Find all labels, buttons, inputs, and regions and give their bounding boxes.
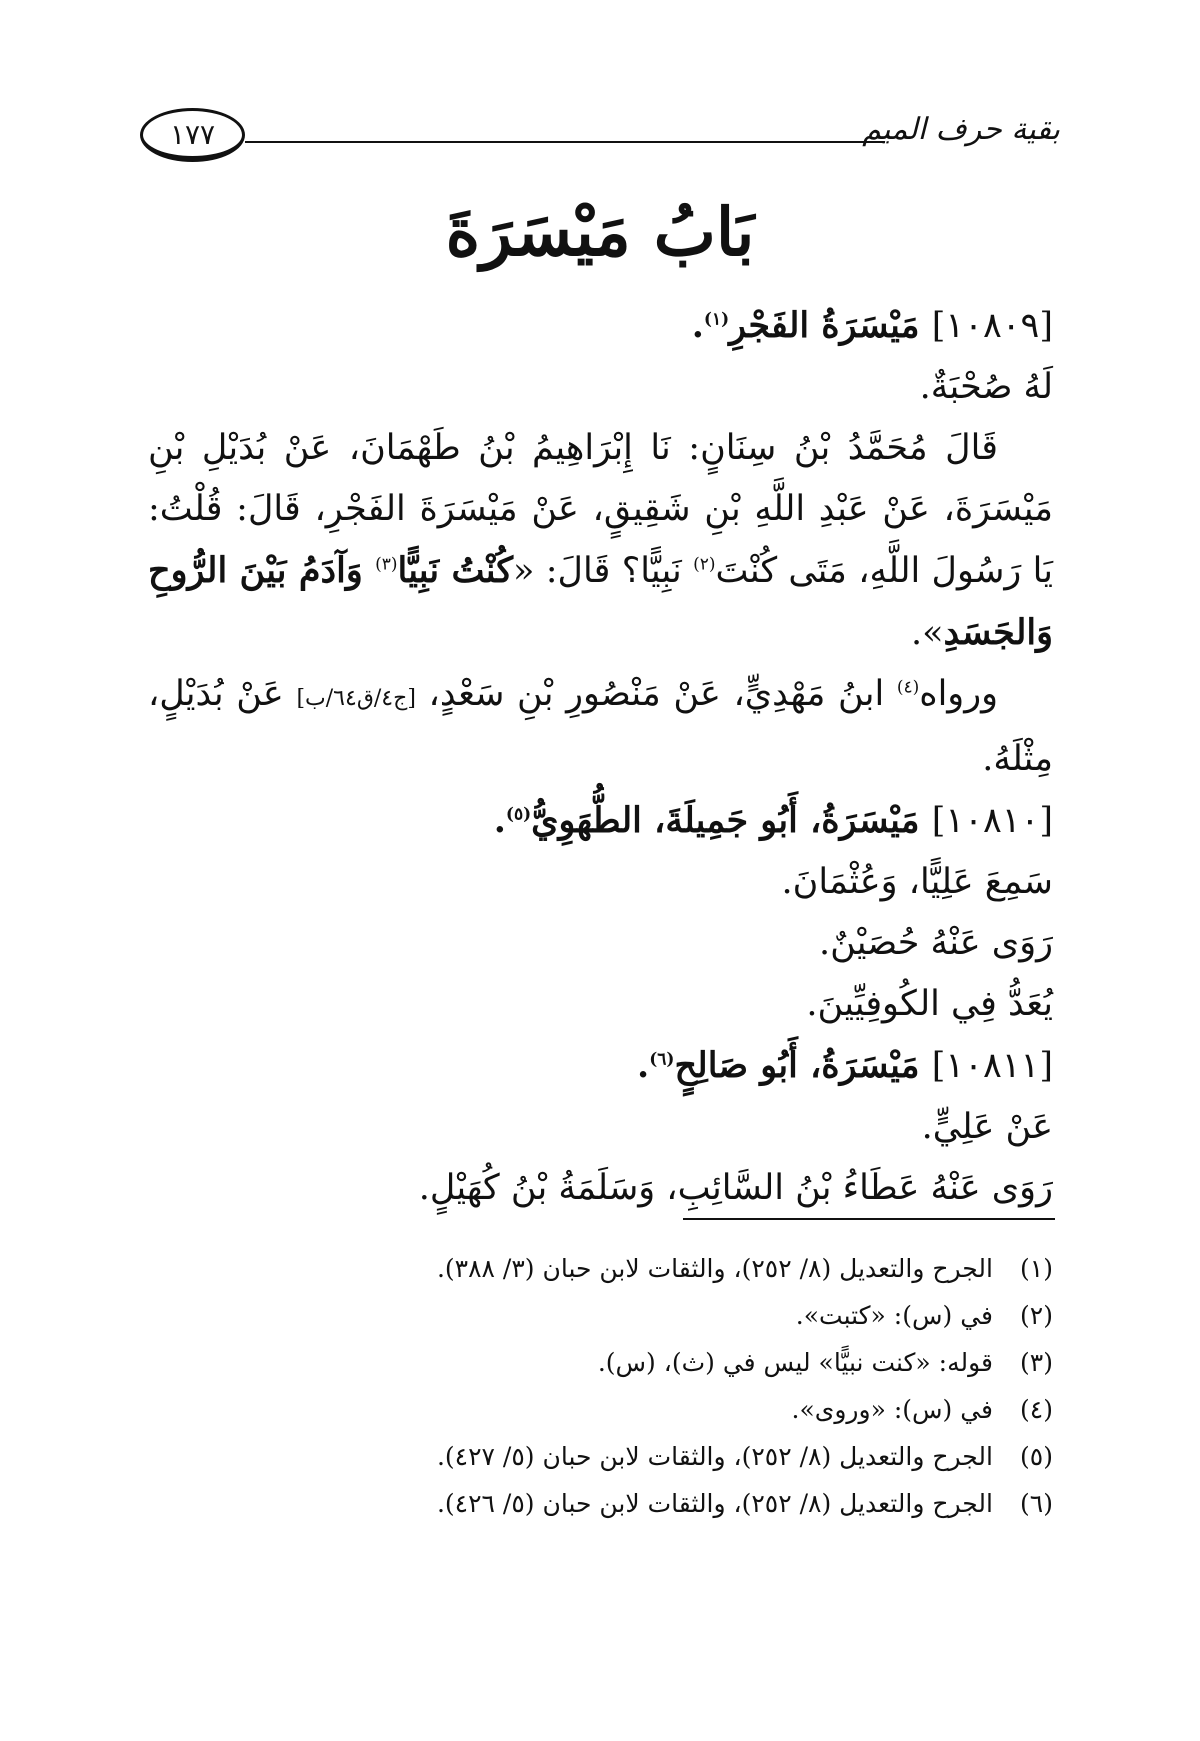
entry-name: مَيْسَرَةُ الفَجْرِ [729, 305, 920, 346]
narration-text: ورواه [919, 674, 999, 714]
footnote [148, 1433, 1053, 1480]
hadith-quote: كُنْتُ نَبِيًّا [397, 550, 514, 591]
hadith-text: قَالَ مُحَمَّدُ بْنُ سِنَانٍ: نَا إِبْرَاهِيمُ بْنُ طَهْمَانَ، عَنْ بُدَيْلِ بْنِ مَيْسَرَةَ، عَنْ عَبْدِ اللَّهِ بْنِ شَقِيقٍ، عَنْ مَيْسَرَةَ الفَجْرِ، قَالَ: قُلْتُ: يَا رَسُولَ اللَّهِ، مَتَى كُنْتَ [148, 428, 1054, 591]
footnote-text: في (س): «وروى». [791, 1395, 993, 1424]
footnote-number: (٥) [1020, 1442, 1053, 1471]
footnote [148, 1480, 1053, 1527]
footnote [148, 1339, 1053, 1386]
hadith-paragraph [148, 418, 1053, 664]
footnote-ref: (٣) [375, 554, 398, 575]
hadith-text: ». [910, 613, 944, 653]
footnote [148, 1386, 1053, 1433]
running-header [140, 108, 1060, 168]
entry-end: . [691, 305, 704, 346]
section-title: بقية حرف الميم [862, 112, 1060, 147]
chapter-title: بَابُ مَيْسَرَةَ [445, 193, 755, 271]
entry-number: [١٠٨٠٩] [931, 306, 1053, 346]
footnote-text: الجرح والتعديل (٨/ ٢٥٢)، والثقات لابن حبان (٥/ ٤٢٧). [436, 1442, 993, 1471]
footnote-number: (٦) [1020, 1489, 1053, 1518]
footnote-separator [683, 1218, 1055, 1220]
footnote-ref: (٥) [505, 804, 532, 825]
manuscript-reference: [ج٤/ق٦٤/ب] [296, 686, 416, 711]
entry-number: [١٠٨١١] [931, 1046, 1053, 1086]
main-text [148, 295, 1053, 1219]
entry-line: عَنْ عَلِيٍّ. [921, 1107, 1053, 1147]
entry-name: مَيْسَرَةُ، أَبُو جَمِيلَةَ، الطُّهَوِيُّ [531, 800, 920, 841]
footnote [148, 1245, 1053, 1292]
footnote-number: (٢) [1020, 1301, 1053, 1330]
entry-end: . [637, 1045, 650, 1086]
entry-line: رَوَى عَنْهُ حُصَيْنٌ. [819, 923, 1053, 963]
header-rule [245, 141, 885, 143]
footnote [148, 1292, 1053, 1339]
narration-text: عَنْ بُدَيْلٍ، مِثْلَهُ. [148, 674, 1053, 779]
hadith-quote: وَآدَمُ بَيْنَ الرُّوحِ وَالجَسَدِ [148, 550, 1053, 653]
footnote-text: قوله: «كنت نبيًّا» ليس في (ث)، (س). [597, 1348, 993, 1377]
entry-heading [148, 1035, 1053, 1097]
footnote-number: (٤) [1020, 1395, 1053, 1424]
footnote-ref: (١) [703, 309, 730, 330]
entry-line: رَوَى عَنْهُ عَطَاءُ بْنُ السَّائِبِ، وَسَلَمَةُ بْنُ كُهَيْلٍ. [418, 1168, 1053, 1208]
footnote-number: (٣) [1020, 1348, 1053, 1377]
entry-line: يُعَدُّ فِي الكُوفِيِّينَ. [806, 984, 1053, 1024]
entry-line: سَمِعَ عَلِيًّا، وَعُثْمَانَ. [781, 862, 1053, 902]
narration-text: ابنُ مَهْدِيٍّ، عَنْ مَنْصُورِ بْنِ سَعْدٍ، [415, 674, 897, 714]
entry-line: لَهُ صُحْبَةٌ. [919, 367, 1053, 407]
footnote-ref: (٢) [693, 554, 716, 575]
entry-heading [148, 790, 1053, 852]
page-number: ١٧٧ [140, 108, 245, 162]
footnote-ref: (٤) [896, 677, 920, 698]
footnote-text: في (س): «كتبت». [795, 1301, 993, 1330]
narration-paragraph [148, 664, 1053, 790]
entry-heading [148, 295, 1053, 357]
hadith-text: نَبِيًّا؟ قَالَ: « [513, 551, 694, 591]
footnote-number: (١) [1020, 1254, 1053, 1283]
entry-end: . [493, 800, 506, 841]
entry-number: [١٠٨١٠] [931, 801, 1053, 841]
footnote-ref: (٦) [649, 1049, 675, 1070]
footnote-text: الجرح والتعديل (٨/ ٢٥٢)، والثقات لابن حبان (٥/ ٤٢٦). [436, 1489, 993, 1518]
entry-name: مَيْسَرَةُ، أَبُو صَالِحٍ [674, 1045, 920, 1086]
footnotes [148, 1245, 1053, 1527]
footnote-text: الجرح والتعديل (٨/ ٢٥٢)، والثقات لابن حبان (٣/ ٣٨٨). [436, 1254, 993, 1283]
